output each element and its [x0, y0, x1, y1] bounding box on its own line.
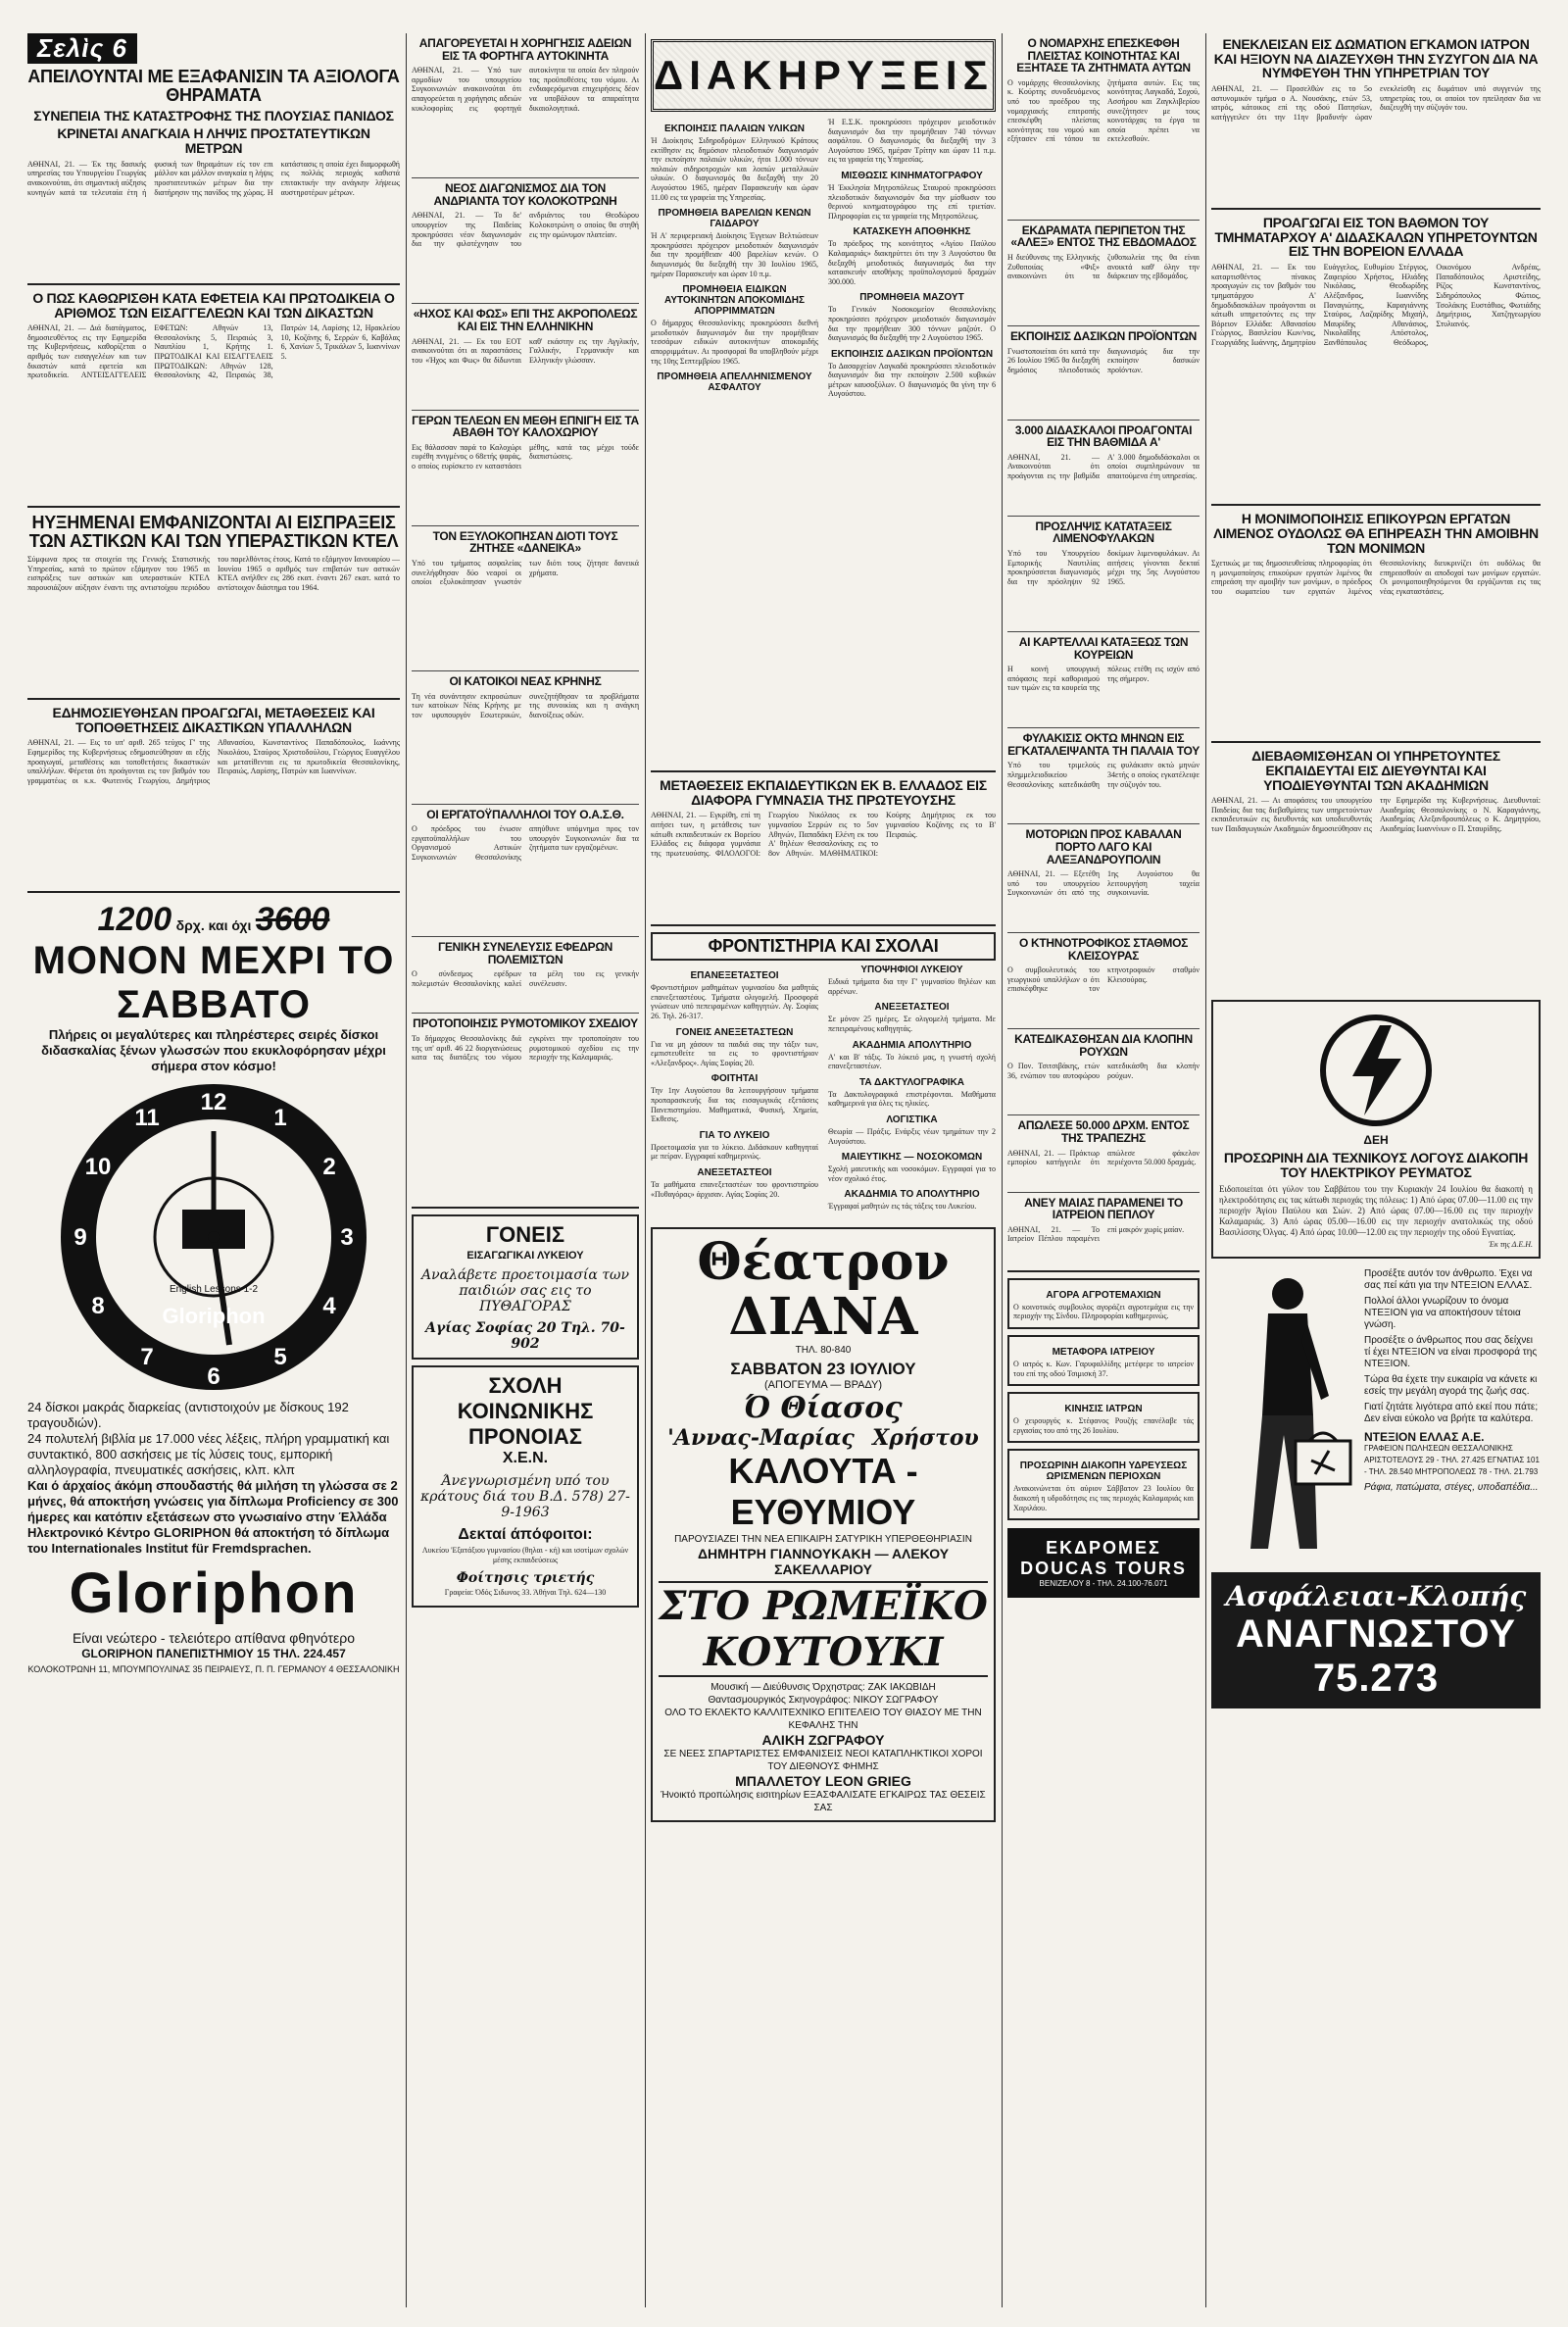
tutoring-item-body: Θεωρία — Πράξις. Ενάρξις νέων τμημάτων την 2 Αυγούστου.: [828, 1127, 996, 1146]
notice-mazut-title: ΠΡΟΜΗΘΕΙΑ ΜΑΖΟΥΤ: [859, 292, 964, 304]
body-barbers: Η κοινή υπουργική απόφασις περί καθορισμού των τιμών εις τα κουρεία της πόλεως ετέθη εις ισχύν από της σήμερον.: [1007, 665, 1200, 693]
tutoring-item-body: Την 1ην Αυγούστου θα λειτουργήσουν τμήματα προπαρασκευής δια τας εισαγωγικάς εξετάσεις Πανεπιστημίου. Μαθηματικά, Φυσική, Χημεία, Έκθεσις.: [651, 1086, 818, 1124]
body-forest: Γνωστοποιείται ότι κατά την 26 Ιουλίου 1965 θα διεξαχθή δημόσιος πλειοδοτικός διαγωνισμός δια την εκποίησιν δασικών προϊόντων.: [1007, 346, 1200, 374]
tutoring-item-body: Τα Δακτυλογραφικά επιστρέφονται. Μαθήματα καθημερινά για όλες τις ηλικίες.: [828, 1089, 996, 1109]
tutoring-item-body: Έγγραφαί μαθητών εις τάς τάξεις του Λυκείου.: [828, 1202, 977, 1212]
notice-forest-products: [828, 349, 996, 399]
parents-body: Αναλάβετε προετοιμασία των παιδιών σας εις το ΠΥΘΑΓΟΡΑΣ: [421, 1266, 629, 1314]
theatre-music: Μουσική — Διεύθυνσις Όρχηστρας: ΖΑΚ ΙΑΚΩΒΙΔΗ: [710, 1682, 936, 1694]
classified-item-title: ΚΙΝΗΣΙΣ ΙΑΤΡΩΝ: [1064, 1404, 1143, 1415]
article-prefect: [1007, 37, 1200, 216]
ad-address-1: GLORIPHON ΠΑΝΕΠΙΣΤΗΜΙΟΥ 15 ΤΗΛ. 224.457: [81, 1647, 346, 1661]
classified-item: [1007, 1278, 1200, 1329]
article-judges: [27, 291, 400, 500]
column-1: [27, 33, 400, 1677]
article-teacher-transfers: [651, 778, 996, 918]
svg-text:1: 1: [273, 1105, 287, 1132]
article-prison: [1007, 732, 1200, 819]
man-walking-icon: [1211, 1268, 1358, 1562]
notice-cinema-body: Ή Έκκλησία Μητροπόλεως Σταυρού προκηρύσσει πλειοδοτικόν διαγωνισμόν δια την μίσθωσιν του θερινού κινηματογράφου της επί τριετίαν. Πληροφορίαι εις τα γραφεία της Μητροπόλεως.: [828, 182, 996, 221]
body-port-guards: Υπό του Υπουργείου Εμπορικής Ναυτιλίας προκηρύσσεται διαγωνισμός δια την πρόσληψιν 92 δοκίμων λιμενοφυλάκων. Αι αιτήσεις γίνονται δεκταί μέχρι της 5ης Αυγούστου 1965.: [1007, 548, 1200, 586]
tutoring-item-body: Προετοιμασία για το λύκειο. Διδάσκουν καθηγηταί με πείραν. Εγγραφαί καθημερινώς.: [651, 1142, 818, 1162]
ntsion-line-4: Τώρα θα έχετε την ευκαιρία να κάνετε κι εσείς την μεγάλη αγορά της ζωής σας.: [1364, 1374, 1538, 1398]
svg-text:4: 4: [322, 1293, 336, 1320]
headline-motor-ship: ΜΟΤΟΡΙΩΝ ΠΡΟΣ ΚΑΒΑΛΑΝ ΠΟΡΤΟ ΛΑΓΟ ΚΑΙ ΑΛΕΞΑΝΔΡΟΥΠΟΛΙΝ: [1025, 827, 1182, 866]
article-motor-ship: [1007, 828, 1200, 928]
article-old-man: [412, 415, 639, 521]
deh-logo-icon: [1317, 1012, 1435, 1129]
headline-forest: ΕΚΠΟΙΗΣΙΣ ΔΑΣΙΚΩΝ ΠΡΟΪΟΝΤΩΝ: [1009, 328, 1198, 343]
theatre-play: ΣΤΟ ΡΩΜΕΪΚΟ ΚΟΥΤΟΥΚΙ: [659, 1583, 988, 1676]
announcements-list: [651, 118, 996, 765]
ad-slogan: Είναι νεώτερο - τελειότερο απίθανα φθηνότερο: [72, 1630, 356, 1647]
headline-old-man: ΓΕΡΩΝ ΤΕΛΕΩΝ ΕΝ ΜΕΘΗ ΕΠΝΙΓΗ ΕΙΣ ΤΑ ΑΒΑΘΗ ΤΟΥ ΚΑΛΟΧΩΡΙΟΥ: [412, 413, 639, 440]
svg-text:2: 2: [322, 1154, 336, 1181]
headline-ktel: ΗΥΞΗΜΕΝΑΙ ΕΜΦΑΝΙΖΟΝΤΑΙ ΑΙ ΕΙΣΠΡΑΞΕΙΣ ΤΩΝ ΑΣΤΙΚΩΝ ΚΑΙ ΤΩΝ ΥΠΕΡΑΣΤΙΚΩΝ ΚΤΕΛ: [28, 513, 399, 552]
column-4: [1007, 33, 1200, 1598]
ad-doucas-tours: [1007, 1528, 1200, 1598]
newspaper-page: [27, 33, 1541, 2307]
classified-item-body: Ο ιατρός κ. Κων. Γαρυφαλλίδης μετέφερε το ιατρείον του επί της οδού Τσιμισκή 37.: [1013, 1360, 1194, 1378]
ad-price: [27, 901, 400, 939]
svg-text:7: 7: [140, 1344, 154, 1371]
headline-clothes-theft: ΚΑΤΕΔΙΚΑΣΘΗΣΑΝ ΔΙΑ ΚΛΟΠΗΝ ΡΟΥΧΩΝ: [1014, 1032, 1193, 1059]
classified-item-title: ΠΡΟΣΩΡΙΝΗ ΔΙΑΚΟΠΗ ΥΔΡΕΥΣΕΩΣ ΩΡΙΣΜΕΝΩΝ ΠΕΡΙΟΧΩΝ: [1019, 1461, 1188, 1483]
headline-tutoring: ΦΡΟΝΤΙΣΤΗΡΙΑ ΚΑΙ ΣΧΟΛΑΙ: [651, 932, 996, 961]
tutoring-item: [828, 965, 996, 996]
notice-forest-products-title: ΕΚΠΟΙΗΣΙΣ ΔΑΣΙΚΩΝ ΠΡΟΪΟΝΤΩΝ: [830, 348, 994, 360]
social-school-accepted: Δεκταί άπόφοιτοι:: [458, 1525, 593, 1543]
gloriphon-ad: [27, 901, 400, 1677]
article-veterans: [412, 941, 639, 1009]
headline-judges: Ο ΠΩΣ ΚΑΘΩΡΙΣΘΗ ΚΑΤΑ ΕΦΕΤΕΙΑ ΚΑΙ ΠΡΩΤΟΔΙΚΕΙΑ Ο ΑΡΙΘΜΟΣ ΤΩΝ ΕΙΣΑΓΓΕΛΕΩΝ ΚΑΙ ΤΩΝ ΔΙΚΑΣΤΩΝ: [32, 289, 395, 321]
body-sound-light: ΑΘΗΝΑΙ, 21. — Εκ του ΕΟΤ ανακοινούται ότι αι παραστάσεις του «Ήχος και Φως» θα δίδωνται καθ' εκάστην εις την Αγγλικήν, Γαλλικήν, Γερμανικήν και Ελληνικήν γλώσσαν.: [412, 336, 639, 365]
tutoring-item: [828, 1002, 996, 1033]
article-doctor: [1211, 37, 1541, 202]
headline-court-staff: ΕΔΗΜΟΣΙΕΥΘΗΣΑΝ ΠΡΟΑΓΩΓΑΙ, ΜΕΤΑΘΕΣΕΙΣ ΚΑΙ ΤΟΠΟΘΕΤΗΣΕΙΣ ΔΙΚΑΣΤΙΚΩΝ ΥΠΑΛΛΗΛΩΝ: [52, 705, 375, 735]
article-hunting: [27, 68, 400, 277]
headline-livestock: Ο ΚΤΗΝΟΤΡΟΦΙΚΟΣ ΣΤΑΘΜΟΣ ΚΛΕΙΣΟΥΡΑΣ: [1018, 936, 1189, 963]
kicker-hunting: ΚΡΙΝΕΤΑΙ ΑΝΑΓΚΑΙΑ Η ΛΗΨΙΣ ΠΡΟΣΤΑΤΕΥΤΙΚΩΝ ΜΕΤΡΩΝ: [57, 125, 370, 157]
tutoring-item: [651, 1167, 818, 1199]
body-clothes-theft: Ο Πον. Τσιτσιβάκης, ετών 36, ενώπιον του αυτοφώρου κατεδικάσθη δια κλοπήν ρούχων.: [1007, 1062, 1200, 1081]
body-prison: Υπό του τριμελούς πλημμελειοδικείου Θεσσαλονίκης κατεδικάσθη εις φυλάκισιν οκτώ μηνών 34ετής ο οποίος εγκατέλειψε την σύζυγόν του.: [1007, 761, 1200, 789]
social-school-recognized: Άνεγνωρισμένη υπό του κράτους διά του Β.Δ. 578) 27-9-1963: [420, 1472, 630, 1520]
article-barbers: [1007, 636, 1200, 723]
social-school-title: ΣΧΟΛΗ ΚΟΙΝΩΝΙΚΗΣ ΠΡΟΝΟΙΑΣ: [457, 1372, 594, 1449]
article-midwife: [1007, 1197, 1200, 1264]
theatre-ballet: ΟΛΟ ΤΟ ΕΚΛΕΚΤΟ ΚΑΛΛΙΤΕΧΝΙΚΟ ΕΠΙΤΕΛΕΙΟ ΤΟΥ ΘΙΑΣΟΥ ΜΕ ΤΗΝ ΚΕΦΑΛΗΣ ΤΗΝ: [664, 1708, 982, 1732]
body-nea-krini: Τη νέα συνάντησιν εκπροσώπων των κατοίκων Νέας Κρήνης με τον υφυπουργόν Εσωτερικών, συνεζητήθησαν τα προβλήματα της συνοικίας και η ανάγκη διανοίξεως οδών.: [412, 691, 639, 719]
tours-line-2: DOUCAS TOURS: [1020, 1559, 1187, 1579]
ntsion-line-1: Προσέξτε αυτόν τον άνθρωπο. Έχει να σας πεί κάτι για την ΝΤΕΞΙΟΝ ΕΛΛΑΣ.: [1364, 1268, 1533, 1292]
tutoring-item: [651, 1130, 818, 1162]
headline-veterans: ΓΕΝΙΚΗ ΣΥΝΕΛΕΥΣΙΣ ΕΦΕΔΡΩΝ ΠΟΛΕΜΙΣΤΩΝ: [437, 940, 613, 966]
body-livestock: Ο συμβουλευτικός του γεωργικού υπαλλήλων ο ότι επισκέφθηκε τον κτηνοτροφικόν σταθμόν Κλεισούρας.: [1007, 965, 1200, 994]
tours-line-1: ΕΚΔΡΟΜΕΣ: [1046, 1538, 1161, 1559]
notice-garbage-trucks: [651, 284, 818, 366]
theatre-stars: ΚΑΛΟΥΤΑ - ΕΥΘΥΜΙΟΥ: [728, 1451, 918, 1533]
theatre-name-right: Χρήστου: [872, 1425, 979, 1452]
body-ktel: Σύμφωνα προς τα στοιχεία της Γενικής Στατιστικής Υπηρεσίας, κατά το πρώτον εξάμηνον του 1965 αι εισπράξεις των αστικών και υπεραστικών ΚΤΕΛ παρουσιάζουν αύξησιν έναντι της αντιστοίχου περιόδου του παρελθόντος έτους. Κατά το εξάμηνον Ιανουαρίου — Ιουνίου 1965 ο αριθμός των επιβατών των αστικών ΚΤΕΛ ανήλθεν εις 286 εκατ. έναντι 267 εκατ. κατά το αντίστοιχον διάστημα του 1964.: [27, 555, 400, 592]
tutoring-item-title: ΤΑ ΔΑΚΤΥΛΟΓΡΑΦΙΚΑ: [859, 1076, 964, 1088]
article-livestock: [1007, 937, 1200, 1024]
headline-loan-beating: ΤΟΝ ΕΞΥΛΟΚΟΠΗΣΑΝ ΔΙΟΤΙ ΤΟΥΣ ΖΗΤΗΣΕ «ΔΑΝΕΙΚΑ»: [432, 528, 618, 556]
tutoring-item: [828, 1189, 996, 1212]
tutoring-item: [828, 1114, 996, 1146]
notice-old-materials: [651, 124, 818, 202]
body-oasth: Ο πρόεδρος του ένωσιν εργατοϋπαλλήλων του Οργανισμού Αστικών Συγκοινωνιών Θεσσαλονίκης απηύθυνε υπόμνημα προς τον υπουργόν Συγκοινωνιών δια τα ζητήματα των εργαζομένων.: [412, 824, 639, 862]
svg-text:12: 12: [200, 1089, 227, 1116]
tutoring-item-title: ΑΝΕΞΕΤΑΣΤΕΟΙ: [874, 1002, 950, 1014]
clock-brand: Gloriphon: [162, 1304, 266, 1329]
tutoring-item: [828, 1040, 996, 1071]
theatre-authors: ΔΗΜΗΤΡΗ ΓΙΑΝΝΟΥΚΑΚΗ — ΑΛΕΚΟΥ ΣΑΚΕΛΛΑΡΙΟΥ: [697, 1546, 950, 1578]
deh-logo-label: ΔΕΗ: [1363, 1133, 1389, 1148]
parents-title: ΓΟΝΕΙΣ: [485, 1221, 565, 1247]
headline-teachers-3000: 3.000 ΔΙΔΑΣΚΑΛΟΙ ΠΡΟΑΓΟΝΤΑΙ ΕΙΣ ΤΗΝ ΒΑΘΜΙΔΑ Α': [1014, 422, 1193, 450]
social-school-footer: Γραφεία: Όδός Σιδωνος 33. Άθήναι Τηλ. 624—130: [444, 1588, 607, 1598]
svg-text:9: 9: [74, 1224, 87, 1252]
parents-subtitle: ΕΙΣΑΓΩΓΙΚΑΙ ΛΥΚΕΙΟΥ: [466, 1249, 584, 1262]
theatre-name-left: 'Αννας-Μαρίας: [667, 1425, 855, 1452]
body-statue: ΑΘΗΝΑΙ, 21. — Το δε' υπουργείον της Παιδείας προκηρύσσει νέον διαγωνισμόν δια την φιλοτέχνησιν του ανδριάντος του Θεοδώρου Κολοκοτρώνη ο οποίος θα στηθή εις την ομώνυμον πλατείαν.: [412, 211, 639, 249]
tours-line-3: ΒΕΝΙΖΕΛΟΥ 8 - ΤΗΛ. 24.100-76.071: [1039, 1579, 1168, 1589]
svg-text:3: 3: [340, 1224, 354, 1252]
tutoring-item-title: ΦΟΙΤΗΤΑΙ: [710, 1073, 759, 1085]
tutoring-item: [651, 1073, 818, 1123]
body-prefect: Ο νομάρχης Θεσσαλονίκης κ. Κούρτης συνοδευόμενος υπό του προέδρου της νομαρχιακής επιτροπής επεσκέφθη πλείστας κοινότητας του νομού και εξήτασεν επί τόπου τα ζητήματα αυτών. Εις τας κοινότητας Λαγκαδά, Σοχού, Ασσήρου και Ζαγκλιβερίου συνεζήτησεν με τους κοινοτάρχας τα έργα τα οποία πρέπει να εκτελεσθούν.: [1007, 77, 1200, 144]
tutoring-item-body: Φροντιστήριον μαθημάτων γυμνασίου δια μαθητάς επανεξεταστέους. Τμήματα ολιγομελή. Προσφορά γνώσεων υπό πεπειραμένων καθηγητών. Αγ. Σοφίας 26. Τηλ. 26-317.: [651, 983, 818, 1021]
article-statue: [412, 182, 639, 299]
tutoring-item-body: Σε μόνον 25 ημέρες. Σε ολιγομελή τμήματα. Με πεπειραμένους καθηγητάς.: [828, 1015, 996, 1034]
tutoring-item: [651, 970, 818, 1020]
headline-prefect: Ο ΝΟΜΑΡΧΗΣ ΕΠΕΣΚΕΦΘΗ ΠΛΕΙΣΤΑΣ ΚΟΙΝΟΤΗΤΑΣ ΚΑΙ ΕΞΗΤΑΣΕ ΤΑ ΖΗΤΗΜΑΤΑ ΑΥΤΩΝ: [1016, 36, 1191, 75]
theatre-new-dancers: ΣΕ ΝΕΕΣ ΣΠΑΡΤΑΡΙΣΤΕΣ ΕΜΦΑΝΙΣΕΙΣ ΝΕΟΙ ΚΑΤΑΠΛΗΚΤΙΚΟΙ ΧΟΡΟΙ ΤΟΥ ΔΙΕΘΝΟΥΣ ΦΗΜΗΣ: [663, 1749, 983, 1773]
section-tutoring: [651, 932, 996, 1219]
article-sound-light: [412, 308, 639, 405]
social-school-org: Χ.Ε.Ν.: [502, 1449, 549, 1466]
notice-warehouse: [828, 226, 996, 286]
article-nea-krini: [412, 675, 639, 800]
notice-asphalt-body: Ή Ε.Σ.Κ. προκηρύσσει πρόχειρον μειοδοτικόν διαγωνισμόν δια την προμήθειαν 740 τόννων ασφάλτου. Ο διαγωνισμός θα διεξαχθή την 3 Αυγούστου 1965, ημέραν Τρίτην και ώραν 11 π.μ. εις τα γραφεία της Υπηρεσίας.: [828, 118, 996, 165]
ad-deh-power-cut: [1211, 1000, 1541, 1259]
body-lost-money: ΑΘΗΝΑΙ, 21. — Πράκτωρ εμπορίου κατήγγειλε ότι απώλεσε φάκελον περιέχοντα 50.000 δραχμάς.: [1007, 1148, 1200, 1167]
body-loan-beating: Υπό του τμήματος ασφαλείας συνελήφθησαν δύο νεαροί οι οποίοι εξυλοκόπησαν γνωστόν των διότι τους ζήτησε δανεικά χρήματα.: [412, 558, 639, 587]
ad-theatre-diana: [651, 1227, 996, 1822]
notice-old-materials-title: ΕΚΠΟΙΗΣΙΣ ΠΑΛΑΙΩΝ ΥΛΙΚΩΝ: [663, 124, 806, 134]
body-motor-ship: ΑΘΗΝΑΙ, 21. — Εξετέθη υπό του υπουργείου Συγκοινωνιών ότι από της 1ης Αυγούστου θα λειτουργήση ταχεία συγκοινωνία.: [1007, 869, 1200, 898]
headline-midwife: ΑΝΕΥ ΜΑΙΑΣ ΠΑΡΑΜΕΝΕΙ ΤΟ ΙΑΤΡΕΙΟΝ ΠΕΠΛΟΥ: [1024, 1195, 1183, 1222]
clock-label: English Lessons 1-2: [169, 1284, 259, 1296]
ntsion-line-2: Πολλοί άλλοι γνωρίζουν το όνομα ΝΤΕΞΙΟΝ για να αποκτήσουν τέτοια γνώση.: [1364, 1296, 1521, 1331]
article-promotions: [1211, 216, 1541, 498]
tutoring-item-title: ΛΟΓΙΣΤΙΚΑ: [886, 1114, 938, 1126]
body-court-staff: ΑΘΗΝΑΙ, 21. — Εις το υπ' αριθ. 265 τεύχος Γ' της Εφημερίδος της Κυβερνήσεως εδημοσιεύθησαν αι εξής προαγωγαί, μεταθέσεις και τοποθετήσεις δικαστικών υπαλλήλων. Φέρεται ότι προάγονται εις τον βαθμόν του γραμματέως οι κ.κ. Φωτεινός Γεωργίου, Δημήτριος Αθανασίου, Κωνσταντίνος Παπαδόπουλος, Ιωάννης Νικολάου, Σταύρος Χριστοδούλου, Γεώργιος Ευαγγέλου και μετατίθενται εις τα πρωτοδικεία Θεσσαλονίκης, Πειραιώς, Λαρίσης, Πατρών και Ιωαννίνων.: [27, 738, 400, 785]
notice-cinema-title: ΜΙΣΘΩΣΙΣ ΚΙΝΗΜΑΤΟΓΡΑΦΟΥ: [841, 170, 983, 181]
article-city-plan: [412, 1017, 639, 1201]
headline-nea-krini: ΟΙ ΚΑΤΟΙΚΟΙ ΝΕΑΣ ΚΡΗΝΗΣ: [449, 673, 602, 688]
body-truck-permits: ΑΘΗΝΑΙ, 21. — Υπό των αρμοδίων του υπουργείου Συγκοινωνιών ανακοινούται ότι απαγορεύεται η χορήγησις αδειών κυκλοφορίας εις φορτηγά αυτοκίνητα τα οποία δεν πληρούν τας προϋποθέσεις του νόμου. Αι ενδιαφερόμεναι επιχειρήσεις δέον να υποβάλουν τα απαραίτητα δικαιολογητικά.: [412, 66, 639, 113]
tutoring-item-title: ΑΚΑΔΗΜΙΑ ΤΟ ΑΠΟΛΥΤΗΡΙΟ: [844, 1189, 980, 1201]
column-3: [651, 33, 996, 1822]
article-academies: [1211, 749, 1541, 992]
headline-port-workers: Η ΜΟΝΙΜΟΠΟΙΗΣΙΣ ΕΠΙΚΟΥΡΩΝ ΕΡΓΑΤΩΝ ΛΙΜΕΝΟΣ ΟΥΔΟΛΩΣ ΘΑ ΕΠΗΡΕΑΣΗ ΤΗΝ ΑΜΟΙΒΗΝ ΤΩΝ ΜΟΝΙΜΩΝ: [1213, 511, 1539, 556]
notice-warehouse-body: Το πρόεδρος της κοινότητος «Αγίου Παύλου Καλαμαριάς» διακηρύττει ότι την 3 Αυγούστου θα διεξαχθή μειοδοτικός διαγωνισμός δια την κατασκευήν αποθήκης προϋπολογισμού δραχμών 300.000.: [828, 239, 996, 286]
article-forest: [1007, 330, 1200, 416]
classifieds-list: [1007, 1278, 1200, 1520]
banner-announcements: ΔΙΑΚΗΡΥΞΕΙΣ: [651, 39, 996, 112]
article-loan-beating: [412, 530, 639, 667]
notice-old-materials-body: Ή Διοίκησις Σιδηροδρόμων Ελληνικού Κράτους εκτίθησιν εις δημόσιον πλειοδοτικόν διαγωνισμόν την εκποίησιν παλαιών υλικών, ήτοι 1.000 τόννων παλαιών σιδηροτροχιών και λοιπών μεταλλικών υλικών. Ο διαγωνισμός θα διεξαχθή την 20 Αυγούστου 1965, ημέραν Παρασκευήν και ώραν 11.00 εις τα γραφεία της Υπηρεσίας.: [651, 136, 818, 202]
body-academies: ΑΘΗΝΑΙ, 21. — Αι αποφάσεις του υπουργείου Παιδείας δια τας διεβαθμίσεις των υπηρετούντων εκπαιδευτικών εις διευθυντάς και υποδιευθυντάς των Παιδαγωγικών Ακαδημιών δημοσιεύθησαν εις την Εφημερίδα της Κυβερνήσεως. Διευθυνταί: Ακαδημίας Θεσσαλονίκης ο Ν. Καραγιάννης, Ακαδημίας Αλεξανδρουπόλεως ο Κ. Δημητρίου, Ακαδημίας Ιωαννίνων ο Π. Σταυρίδης.: [1211, 796, 1541, 834]
article-port-workers: [1211, 512, 1541, 735]
headline-promotions: ΠΡΟΑΓΩΓΑΙ ΕΙΣ ΤΟΝ ΒΑΘΜΟΝ ΤΟΥ ΤΜΗΜΑΤΑΡΧΟΥ Α' ΔΙΔΑΣΚΑΛΩΝ ΥΠΗΡΕΤΟΥΝΤΩΝ ΕΙΣ ΤΗΝ ΒΟΡΕΙΟΝ ΕΛΛΑΔΑ: [1214, 215, 1538, 260]
subhead-hunting: ΣΥΝΕΠΕΙΑ ΤΗΣ ΚΑΤΑΣΤΡΟΦΗΣ ΤΗΣ ΠΛΟΥΣΙΑΣ ΠΑΝΙΔΟΣ: [33, 107, 394, 124]
theatre-tickets: Ήνοικτό προπώλησις εισιτηρίων ΕΞΑΣΦΑΛΙΣΑΤΕ ΕΓΚΑΙΡΩΣ ΤΑΣ ΘΕΣΕΙΣ ΣΑΣ: [661, 1790, 986, 1814]
tutoring-item: [651, 1027, 818, 1068]
headline-city-plan: ΠΡΟΤΟΠΟΙΗΣΙΣ ΡΥΜΟΤΟΜΙΚΟΥ ΣΧΕΔΙΟΥ: [413, 1016, 638, 1031]
svg-text:5: 5: [273, 1344, 287, 1371]
notice-asphalt-title: ΠΡΟΜΗΘΕΙΑ ΑΠΕΛΛΗΝΙΣΜΕΝΟΥ ΑΣΦΑΛΤΟΥ: [657, 371, 812, 394]
price-old: 3600: [255, 901, 330, 939]
headline-statue: ΝΕΟΣ ΔΙΑΓΩΝΙΣΜΟΣ ΔΙΑ ΤΟΝ ΑΝΔΡΙΑΝΤΑ ΤΟΥ ΚΟΛΟΚΟΤΡΩΝΗ: [433, 181, 617, 208]
theatre-ballet-name: ΜΠΑΛΛΕΤΟΥ LEON GRIEG: [735, 1773, 911, 1790]
svg-text:8: 8: [91, 1293, 105, 1320]
theatre-tel: ΤΗΛ. 80-840: [795, 1345, 852, 1357]
headline-sound-light: «ΗΧΟΣ ΚΑΙ ΦΩΣ» ΕΠΙ ΤΗΣ ΑΚΡΟΠΟΛΕΩΣ ΚΑΙ ΕΙΣ ΤΗΝ ΕΛΛΗΝΙΚΗΝ: [413, 307, 638, 333]
headline-teacher-transfers: ΜΕΤΑΘΕΣΕΙΣ ΕΚΠΑΙΔΕΥΤΙΚΩΝ ΕΚ Β. ΕΛΛΑΔΟΣ ΕΙΣ ΔΙΑΦΟΡΑ ΓΥΜΝΑΣΙΑ ΤΗΣ ΠΡΩΤΕΥΟΥΣΗΣ: [660, 777, 987, 808]
ad-line-1: 24 δίσκοι μακράς διαρκείας (αντιστοιχούν με δίσκους 192 τραγουδιών).: [27, 1400, 349, 1431]
tutoring-list: [651, 965, 996, 1219]
tutoring-item: [828, 1077, 996, 1109]
body-promotions: ΑΘΗΝΑΙ, 21. — Εκ του καταρτισθέντος πίνακος προαγωγών εις τον βαθμόν του τμηματάρχου Α' δημοδιδασκάλων προάγονται οι κάτωθι υπηρετούντες εις την Βόρειον Ελλάδα: Αθανασίου Γεώργιος, Βασιλείου Κων/νος, Γεωργιάδης Ιωάννης, Δημητρίου Ευάγγελος, Ευθυμίου Στέργιος, Ζαφειρίου Χρήστος, Ηλιάδης Νικόλαος, Θεοδωρίδης Αλέξανδρος, Ιωαννίδης Παναγιώτης, Καραγιάννης Σταύρος, Λαζαρίδης Μιχαήλ, Μαυρίδης Αθανάσιος, Νικολαΐδης Απόστολος, Ξανθόπουλος Θεόδωρος, Οικονόμου Ανδρέας, Παπαδόπουλος Αριστείδης, Ρίζος Κωνσταντίνος, Σιδηρόπουλος Φώτιος, Τσολάκης Ευστάθιος, Φωτιάδης Δημήτριος, Χατζηγεωργίου Στυλιανός.: [1211, 263, 1541, 347]
tutoring-item-title: ΕΠΑΝΕΞΕΤΑΣΤΕΟΙ: [690, 970, 779, 982]
ad-insurance: [1211, 1572, 1541, 1708]
article-fix: [1007, 224, 1200, 322]
notice-mazut: [828, 292, 996, 342]
theatre-dancer: ΑΛΙΚΗ ΖΩΓΡΑΦΟΥ: [761, 1732, 885, 1749]
classified-item: [1007, 1392, 1200, 1443]
theatre-costumes: Θαντασμουργικός Σκηνογράφος: ΝΙΚΟΥ ΣΩΓΡΑΦΟΥ: [708, 1695, 939, 1707]
article-ktel: [27, 514, 400, 692]
ad-line-3: Και ό άρχαίος άκόμη σπουδαστής θά μιλήση τη γλώσσα σε 2 μήνες, θά αποκτήση γνώσεις για δίπλωμα Proficiency σε 300 ήμερες και κατόπιν εξετάσεων στο γνωσιαίνο στην Έλλάδα Ηλεκτρονικό Κέντρο GLORIPHON θά αποκτήση τό δίπλωμα του Internationales Institut für Fremdsprachen.: [27, 1478, 399, 1557]
ntsion-addresses: ΓΡΑΦΕΙΟΝ ΠΩΛΗΣΕΩΝ ΘΕΣΣΑΛΟΝΙΚΗΣ ΑΡΙΣΤΟΤΕΛΟΥΣ 29 - ΤΗΛ. 27.425 ΕΓΝΑΤΙΑΣ 101 - ΤΗΛ. 28.540 ΜΗΤΡΟΠΟΛΕΩΣ 78 - ΤΗΛ. 21.793: [1364, 1444, 1540, 1477]
deh-body: Ειδοποιείται ότι γύλον του Σαββάτου του την Κυριακήν 24 Ιουλίου θα διακοπή η ηλεκτροδότησις εις τας κάτωθι περιοχάς της πόλεως: 1) Από ώρας 07.00—11.00 εις την περιοχήν Άγίου Παύλου και Σιών. 2) Από ώρας 07.00—16.00 εις την περιοχήν Καλαμαριάς. 3) Από ώρας 05.00—16.00 εις την περιοχήν ανατολικώς της οδού Βασιλίσσης Όλγας. 4) Από ώρας 10.00—12.00 εις την περιοχήν της οδού Εγνατίας.: [1219, 1183, 1533, 1237]
body-port-workers: Σχετικώς με τας δημοσιευθείσας πληροφορίας ότι η μονιμοποίησις επικούρων εργατών λιμένος θα επηρεάση την αμοιβήν των μονίμων, ο πρόεδρος του σωματείου των εργατών λιμένος Θεσσαλονίκης διευκρινίζει ότι ουδόλως θα επηρεασθούν αι αποδοχαί των μονίμων εργατών. Οι μονιμοποιηθησόμενοι θα εργάζωνται εις τας νέας εγκαταστάσεις.: [1211, 559, 1541, 596]
headline-port-guards: ΠΡΟΣΛΗΨΙΣ ΚΑΤΑΤΑΞΕΙΣ ΛΙΜΕΝΟΦΥΛΑΚΩΝ: [1035, 519, 1172, 546]
headline-doctor: ΕΝΕΚΛΕΙΣΑΝ ΕΙΣ ΔΩΜΑΤΙΟΝ ΕΓΚΑΜΟΝ ΙΑΤΡΟΝ ΚΑΙ ΗΞΙΟΥΝ ΝΑ ΔΙΑΖΕΥΧΘΗ ΤΗΝ ΣΥΖΥΓΟΝ ΔΙΑ ΝΑ ΝΥΜΦΕΥΘΗ ΤΗΝ ΥΠΗΡΕΤΡΙΑΝ ΤΟΥ: [1213, 36, 1539, 81]
headline-barbers: ΑΙ ΚΑΡΤΕΛΛΑΙ ΚΑΤΑΞΕΩΣ ΤΩΝ ΚΟΥΡΕΙΩΝ: [1018, 634, 1189, 662]
classified-item-title: ΑΓΟΡΑ ΑΓΡΟΤΕΜΑΧΙΩΝ: [1046, 1289, 1161, 1301]
tutoring-item: [828, 1152, 996, 1183]
deh-signature: Έκ της Δ.Ε.Η.: [1489, 1239, 1533, 1249]
svg-text:6: 6: [207, 1363, 220, 1391]
notice-forest-products-body: Το Δασαρχείον Λαγκαδά προκηρύσσει πλειοδοτικόν διαγωνισμόν δια την εκποίησιν 2.500 κυβικών μέτρων καυσοξύλων. Ο διαγωνισμός θα γίνη την 6 Αυγούστου.: [828, 361, 996, 399]
body-old-man: Εις θάλασσαν παρά το Καλοχώρι ευρέθη πνιγμένος ο 68ετής ψαράς, ο οποίος ευρίσκετο εν καταστάσει μέθης, κατά τας μέχρι τούδε διαπιστώσεις.: [412, 442, 639, 470]
headline-truck-permits: ΑΠΑΓΟΡΕΥΕΤΑΙ Η ΧΟΡΗΓΗΣΙΣ ΑΔΕΙΩΝ ΕΙΣ ΤΑ ΦΟΡΤΗΓΑ ΑΥΤΟΚΙΝΗΤΑ: [418, 36, 632, 63]
column-2: [412, 33, 639, 1608]
ad-social-school: [412, 1365, 639, 1608]
deh-headline: ΠΡΟΣΩΡΙΝΗ ΔΙΑ ΤΕΧΝΙΚΟΥΣ ΛΟΓΟΥΣ ΔΙΑΚΟΠΗ ΤΟΥ ΗΛΕΚΤΡΙΚΟΥ ΡΕΥΜΑΤΟΣ: [1223, 1150, 1529, 1180]
article-oasth: [412, 809, 639, 933]
article-lost-money: [1007, 1119, 1200, 1187]
tutoring-item-body: Α' και Β' τάξις. Το λύκειό μας, η γνωστή σχολή επανεξεταστέων.: [828, 1052, 996, 1071]
classified-item: [1007, 1335, 1200, 1386]
article-clothes-theft: [1007, 1033, 1200, 1111]
ntsion-company: ΝΤΕΞΙΟΝ ΕΛΛΑΣ Α.Ε.: [1364, 1430, 1485, 1445]
theatre-shows: (ΑΠΟΓΕΥΜΑ — ΒΡΑΔΥ): [764, 1379, 882, 1392]
parents-address: Αγίας Σοφίας 20 Τηλ. 70-902: [425, 1319, 625, 1352]
body-midwife: ΑΘΗΝΑΙ, 21. — Το Ιατρείον Πέπλου παραμένει επί μακρόν χωρίς μαίαν.: [1007, 1224, 1185, 1244]
body-hunting: ΑΘΗΝΑΙ, 21. — Έκ της δασικής υπηρεσίας του Υπουργείου Γεωργίας ανακοινούται, ότι σημαντική αύξησις κυνηγών κατά τα τελευταία έτη ή φυσική των θηραμάτων είς τον επι μάλλον και μάλλον αναγκαία η λήψις προστατευτικών μέτρων δια την διατήρησιν της πανίδος της χώρας. Η κατάστασις η οποία έχει διαμορφωθή εις πολλάς περιοχάς καθιστά επιτακτικήν την ανάγκην λήψεως αυστηροτέρων μέτρων.: [27, 159, 400, 197]
theatre-date: ΣΑΒΒΑΤΟΝ 23 ΙΟΥΛΙΟΥ: [730, 1360, 916, 1379]
ntsion-text: [1358, 1268, 1541, 1562]
column-5: [1211, 33, 1541, 1708]
price-mid: δρχ. και όχι: [175, 917, 252, 934]
notice-barrels: [651, 208, 818, 278]
tutoring-item-title: ΜΑΙΕΥΤΙΚΗΣ — ΝΟΣΟΚΟΜΩΝ: [841, 1152, 983, 1164]
tutoring-item-title: ΥΠΟΨΗΦΙΟΙ ΛΥΚΕΙΟΥ: [860, 965, 963, 976]
notice-garbage-trucks-body: Ο δήμαρχος Θεσσαλονίκης προκηρύσσει διεθνή μειοδοτικόν διαγωνισμόν δια την προμήθειαν τεσσάρων ειδικών αυτοκινήτων αποκομιδής απορριμμάτων. Αι προσφοραί θα υποβληθούν μέχρι της 10ης Σεπτεμβρίου 1965.: [651, 319, 818, 366]
theatre-names: [659, 1425, 988, 1451]
body-city-plan: Το δήμαρχος Θεσσαλονίκης διά της υπ' αριθ. 46 22 διοργανώσεως κατα τας διατάξεις του νόμου εγκρίνει την τροποποίησιν του ρυμοτομικού σχεδίου εις την περιοχήν της Καλαμαριάς.: [412, 1033, 639, 1063]
article-court-staff: [27, 706, 400, 885]
classified-item-body: Ανακοινώνεται ότι αύριον Σάββατον 23 Ιουλίου θα διακοπή η υδροδότησις εις τας περιοχάς Καλαμαριάς και Χαριλάου.: [1013, 1484, 1194, 1512]
ad-parents: [412, 1214, 639, 1360]
headline-lost-money: ΑΠΩΛΕΣΕ 50.000 ΔΡΧΜ. ΕΝΤΟΣ ΤΗΣ ΤΡΑΠΕΖΗΣ: [1017, 1118, 1190, 1146]
page-number-tag: Σελὶς 6: [27, 33, 137, 64]
tutoring-item-title: ΓΙΑ ΤΟ ΛΥΚΕΙΟ: [699, 1129, 770, 1141]
headline-fix: ΕΚΔΡΑΜΑΤΑ ΠΕΡΙΠΕΤΟΝ ΤΗΣ «ΑΛΕΞ» ΕΝΤΟΣ ΤΗΣ ΕΒΔΟΜΑΔΟΣ: [1010, 223, 1197, 250]
article-teachers-3000: [1007, 424, 1200, 512]
classified-item-body: Ο κοινοτικός συμβουλος αγοράζει αγροτεμάχια εις την περιοχήν της Σίνδου. Πληροφορίαι καθημερινώς.: [1013, 1302, 1194, 1321]
body-teachers-3000: ΑΘΗΝΑΙ, 21. — Ανακοινούται ότι προάγονται εις την βαθμίδα Α' 3.000 δημοδιδάσκαλοι οι οποίοι συμπληρώνουν τα απαιτούμενα έτη υπηρεσίας.: [1007, 452, 1200, 480]
ad-line-2: 24 πολυτελή βιβλία με 17.000 νέες λέξεις, πλήρη γραμματική και συντακτικό, 800 ασκήσεις με τίς λύσεις τους, εμπορική αλληλογραφία, πνευματικές ασκήσεις, κλπ. κλπ: [27, 1431, 390, 1478]
insurance-line-2: ΑΝΑΓΝΩΣΤΟΥ 75.273: [1235, 1612, 1517, 1701]
classified-item: [1007, 1449, 1200, 1520]
tutoring-item-body: Τα μαθήματα επανεξεταστέων του φροντιστηρίου «Πυθαγόρας» άρχισαν. Αγίας Σοφίας 20.: [651, 1179, 818, 1199]
svg-text:10: 10: [84, 1154, 112, 1181]
ad-until: ΜΟΝΟΝ ΜΕΧΡΙ ΤΟ ΣΑΒΒΑΤΟ: [32, 939, 395, 1027]
article-port-guards: [1007, 520, 1200, 627]
ntsion-footer: Ράφια, πατώματα, στέγες, υποδαπέδια...: [1364, 1482, 1539, 1494]
tutoring-item-body: Ειδικά τμήματα δια την Γ' γυμνασίου θηλέων και αρρένων.: [828, 977, 996, 996]
notice-warehouse-title: ΚΑΤΑΣΚΕΥΗ ΑΠΟΘΗΚΗΣ: [853, 226, 971, 238]
classified-item-title: ΜΕΤΑΦΟΡΑ ΙΑΤΡΕΙΟΥ: [1052, 1347, 1155, 1359]
clock-illustration: [57, 1080, 370, 1394]
notice-barrels-body: Ή Α' περιφερειακή Διοίκησις Έγγειων Βελτιώσεων προκηρύσσει πρόχειρον μειοδοτικόν διαγωνισμόν δια την προμήθειαν 400 βαρελίων κενών. Ο διαγωνισμός θα διεξαχθή την 30 Ιουλίου 1965, ημέραν Παρασκευήν και ώραν 10 π.μ.: [651, 231, 818, 278]
tutoring-item-body: Σχολή μαιευτικής και νοσοκόμων. Εγγραφαί για το νέον σχολικό έτος.: [828, 1164, 996, 1183]
headline-prison: ΦΥΛΑΚΙΣΙΣ ΟΚΤΩ ΜΗΝΩΝ ΕΙΣ ΕΓΚΑΤΑΛΕΙΨΑΝΤΑ ΤΗ ΠΑΛΑΙΑ ΤΟΥ: [1007, 731, 1200, 758]
social-school-study: Φοίτησις τριετής: [456, 1570, 595, 1587]
body-veterans: Ο σύνδεσμος εφέδρων πολεμιστών Θεσσαλονίκης καλεί τα μέλη του εις γενικήν συνέλευσιν.: [412, 969, 639, 988]
tutoring-item-title: ΓΟΝΕΙΣ ΑΝΕΞΕΤΑΣΤΕΩΝ: [675, 1026, 794, 1038]
ad-address-2: ΚΟΛΟΚΟΤΡΩΝΗ 11, ΜΠΟΥΜΠΟΥΛΙΝΑΣ 35 ΠΕΙΡΑΙΕΥΣ, Π. Π. ΓΕΡΜΑΝΟΥ 4 ΘΕΣΣΑΛΟΝΙΚΗ: [27, 1664, 400, 1675]
body-fix: Η διεύθυνσις της Ελληνικής Ζυθοποιίας «Φιξ» ανακοινώνει ότι τα ζυθοπωλεία της θα είναι ανοικτά καθ' όλην την διάρκειαν της εβδομάδος.: [1007, 252, 1200, 281]
body-judges: ΑΘΗΝΑΙ, 21. — Διά διατάγματος, δημοσιευθέντος εις την Εφημερίδα της Κυβερνήσεως, καθορίζεται ο αριθμός των εισαγγελέων και των δικαστών κατά εφετεία και πρωτοδικεία. ΑΝΤΕΙΣΑΓΓΕΛΕΙΣ ΕΦΕΤΩΝ: Αθηνών 13, Θεσσαλονίκης 5, Πειραιώς 3, Ναυπλίου 1, Κρήτης 1. ΠΡΩΤΟΔΙΚΑΙ ΚΑΙ ΕΙΣΑΓΓΕΛΕΙΣ ΠΡΩΤΟΔΙΚΩΝ: Αθηνών 128, Θεσσαλονίκης 42, Πειραιώς 38, Πατρών 14, Λαρίσης 12, Ηρακλείου 10, Κοζάνης 6, Σερρών 6, Καβάλας 6, Χανίων 5, Τρικάλων 5, Ιωαννίνων 5.: [27, 323, 400, 380]
article-truck-permits: [412, 37, 639, 173]
notice-cinema: [828, 171, 996, 221]
tutoring-item-body: Για να μη χάσουν τα παιδιά σας την τάξιν των, εμπιστευθείτε τα εις το φροντιστήριον «Αλεξανδρος». Αγίας Σοφίας 20.: [651, 1039, 818, 1067]
svg-text:11: 11: [134, 1105, 160, 1132]
social-school-body: Λυκείου 'Εξατάξιου γυμνασίου (θηλαι - κή) και ισοτίμων σχολών μέσης εκπαιδεύσεως: [421, 1545, 629, 1564]
ntsion-line-5: Γιατί ζητάτε λιγότερα από εκεί που πάτε; Δεν είναι εύκολο να βρήτε τα καλύτερα.: [1364, 1402, 1539, 1425]
ntsion-line-3: Προσέξτε ο άνθρωπος που σας δείχνει τί έχει ΝΤΕΞΙΟΝ να είναι προσφορά της ΝΤΕΞΙΟΝ.: [1364, 1335, 1538, 1370]
notice-barrels-title: ΠΡΟΜΗΘΕΙΑ ΒΑΡΕΛΙΩΝ ΚΕΝΩΝ ΓΑΙΔΑΡΟΥ: [658, 208, 811, 230]
ad-ntsion: [1211, 1268, 1541, 1562]
tutoring-item-title: ΑΝΕΞΕΤΑΣΤΕΟΙ: [697, 1166, 772, 1178]
insurance-line-1: Ασφάλειαι-Κλοπής: [1225, 1580, 1527, 1613]
theatre-troupe: Ό Θίασος: [744, 1391, 903, 1426]
price-new: 1200: [97, 901, 172, 939]
headline-academies: ΔΙΕΒΑΘΜΙΣΘΗΣΑΝ ΟΙ ΥΠΗΡΕΤΟΥΝΤΕΣ ΕΚΠΑΙΔΕΥΤΑΙ ΕΙΣ ΔΙΕΥΘΥΝΤΑΙ ΚΑΙ ΥΠΟΔΙΕΥΘΥΝΤΑΙ ΤΩΝ ΑΚΑΔΗΜΙΩΝ: [1251, 748, 1500, 793]
classified-item-body: Ο χειρουργός κ. Στέφανος Ρουζής επανέλαβε τάς εργασίας του από της 26 Ιουλίου.: [1013, 1416, 1194, 1435]
tutoring-item-title: ΑΚΑΔΗΜΙΑ ΑΠΟΛΥΤΗΡΙΟ: [852, 1039, 972, 1051]
theatre-presents: ΠΑΡΟΥΣΙΑΖΕΙ ΤΗΝ ΝΕΑ ΕΠΙΚΑΙΡΗ ΣΑΤΥΡΙΚΗ ΥΠΕΡΘΕΘΗΡΙΑΣΙΝ: [674, 1534, 972, 1546]
ad-brand: Gloriphon: [69, 1561, 359, 1626]
theatre-name: Θέατρον ΔΙΑΝΑ: [697, 1232, 950, 1348]
headline-oasth: ΟΙ ΕΡΓΑΤΟΫΠΑΛΛΗΛΟΙ ΤΟΥ Ο.Α.Σ.Θ.: [426, 807, 624, 821]
notice-garbage-trucks-title: ΠΡΟΜΗΘΕΙΑ ΕΙΔΙΚΩΝ ΑΥΤΟΚΙΝΗΤΩΝ ΑΠΟΚΟΜΙΔΗΣ ΑΠΟΡΡΙΜΜΑΤΩΝ: [664, 284, 805, 318]
clock-icon: [57, 1080, 370, 1394]
body-doctor: ΑΘΗΝΑΙ, 21. — Προσελθών εις το 5ο αστυνομικόν τμήμα ο Α. Νουσάκης, ετών 53, ιατρός, κάτοικος επί της οδού Πατησίων, κατήγγειλεν ότι την 11ην βραδυνήν ώραν ενεκλείσθη εις δωμάτιον υπό συγγενών της υπηρετρίας του, οι οποίοι τον ηπείλησαν δια να διαζευχθή την σύζυγόν του.: [1211, 84, 1541, 122]
notice-mazut-body: Το Γενικόν Νοσοκομείον Θεσσαλονίκης προκηρύσσει πρόχειρον μειοδοτικόν διαγωνισμόν δια την προμήθειαν 300 τόννων μαζούτ. Ο διαγωνισμός θα διεξαχθή την 2 Αυγούστου 1965.: [828, 305, 996, 343]
ad-intro: Πλήρεις οι μεγαλύτερες και πληρέστερες σειρές δίσκοι διδασκαλίας ξένων γλωσσών που εκυκλοφόρησαν μέχρι σήμερα στον κόσμο!: [41, 1027, 386, 1074]
headline-hunting: ΑΠΕΙΛΟΥΝΤΑΙ ΜΕ ΕΞΑΦΑΝΙΣΙΝ ΤΑ ΑΞΙΟΛΟΓΑ ΘΗΡΑΜΑΤΑ: [27, 67, 400, 105]
body-teacher-transfers: ΑΘΗΝΑΙ, 21. — Εγκρίθη, επί τη αιτήσει των, η μετάθεσις των κάτωθι εκπαιδευτικών εκ Βορείου Ελλάδος εις διάφορα γυμνάσια της πρωτευούσης. ΦΙΛΟΛΟΓΟΙ: Γεωργίου Νικόλαος εκ του γυμνασίου Σερρών εις το 5ον Αθηνών, Παπαδάκη Ελένη εκ του Α' θηλέων Θεσσαλονίκης εις το 8ον Αθηνών. ΜΑΘΗΜΑΤΙΚΟΙ: Κούρης Δημήτριος εκ του γυμνασίου Κοζάνης εις το Β' Πειραιώς.: [651, 811, 996, 858]
